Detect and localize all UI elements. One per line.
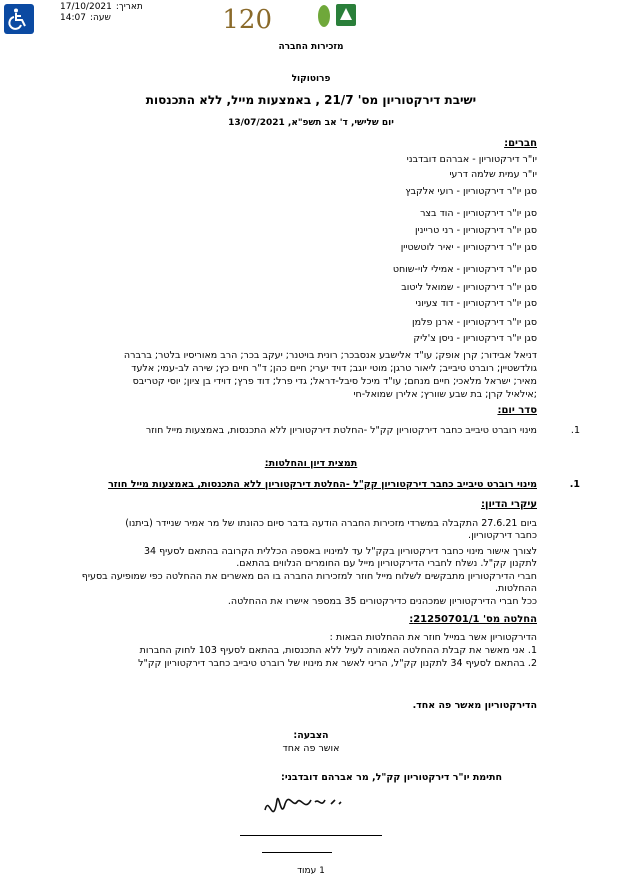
- body-line: לתקנון קק"ל. נשלח לחברי הדירקטוריון מייל עם החומרים הנלווים בהתאם.: [236, 558, 537, 569]
- signature-underline: [262, 852, 332, 853]
- signature-line: [240, 835, 382, 836]
- vote-value: אושר פה אחד: [282, 743, 340, 754]
- members-heading: חברים:: [504, 138, 537, 149]
- topic-number: 1.: [569, 479, 580, 490]
- body-line: ככל חברי הדירקטוריון שמכהנים כדירקטורים 35 במספר אישרו את ההחלטה.: [227, 596, 537, 607]
- member-item: סגן יו"ר דירקטוריון - אמילי לוי-שוחט: [392, 264, 537, 275]
- date-label: תאריך:: [115, 2, 143, 12]
- handwritten-signature-icon: [255, 790, 345, 832]
- approval-statement: הדירקטוריון מאשר פה אחד.: [412, 700, 537, 711]
- member-item: יו"ר עמית שלמה דרעי: [449, 169, 537, 180]
- topic-title: מינוי רוברט טיבייב כחבר דירקטוריון קק"ל -החלטת דירקטוריון ללא התכנסות, באמצעות מייל חוזר: [108, 479, 537, 490]
- page-number: 1 עמוד: [297, 866, 325, 876]
- decision-label: החלטה מס' 21250701/1:: [409, 614, 537, 625]
- member-item: סגן יו"ר דירקטוריון - יאיר לוטשטיין: [400, 242, 537, 253]
- member-item: סגן יו"ר דירקטוריון - רני טריינין: [414, 225, 537, 236]
- body-line: כחבר דירקטוריון.: [468, 530, 537, 541]
- svg-text:120: 120: [222, 5, 272, 35]
- body-line: לצורך אישור מינוי כחבר דירקטוריון בקק"ל עד למינויו באספה הכללית הקרובה בהתאם לסעיף 34: [143, 546, 537, 557]
- body-line: ההחלטות.: [494, 583, 537, 594]
- time-value: 14:07: [60, 13, 86, 23]
- wheelchair-icon: [7, 7, 31, 31]
- doc-kind: פרוטוקול: [291, 74, 331, 84]
- other-members-line: דניאל אבידור; קרן אופק; עו"ד אלישבע אנסבכר; רונית בויטנר; יעקב בכר; הרב מאוריסיו בלטר; ברברה: [123, 350, 537, 361]
- agenda-heading: סדר יום:: [497, 405, 537, 416]
- member-item: סגן יו"ר דירקטוריון - רועי אלקבץ: [405, 186, 537, 197]
- agenda-number: 1.: [570, 425, 580, 436]
- member-item: סגן יו"ר דירקטוריון - שמואל ליטוב: [401, 282, 537, 293]
- kkl-120-logo-icon: [222, 0, 360, 40]
- other-members-line: מאיר; ישראל מלאכי; חיים מנחם; עו"ד מיכל סיבל-דראל; גדי פרל; דוד פרץ; דוידי בן ציון; יוסי קטריבס: [132, 376, 537, 387]
- accessibility-icon[interactable]: [4, 4, 34, 34]
- points-heading: עיקרי הדיון:: [481, 499, 537, 510]
- decision-item: 2. בהתאם לסעיף 34 לתקנון קק"ל, הריני לאשר את מינויו של רוברט טיבייב כחבר דירקטוריון קק"ל: [138, 658, 537, 669]
- member-item: סגן יו"ר דירקטוריון - ניסן צ'ליק: [413, 333, 537, 344]
- other-members-line: גולדשטיין; רוברט טיבייב; ליאור טרגן; מוטי יוגב; דויד יערי; חיים כהן; ד"ר חיים כץ; שירה לב-עמי; אלעד: [131, 363, 537, 374]
- agenda-item: מינוי רוברט טיבייב כחבר דירקטוריון קק"ל -החלטת דירקטוריון ללא התכנסות, באמצעות מייל חוזר: [145, 425, 537, 436]
- date-value: 17/10/2021: [60, 2, 112, 12]
- decision-intro: הדירקטוריון אשר במייל חוזר את ההחלטות הבאות :: [329, 632, 537, 643]
- other-members-line: ;אילאיל קרן; בת שבע שוורץ; אלירן שמואל-חי: [353, 389, 537, 400]
- member-item: סגן יו"ר דירקטוריון - דוד צעיוני: [415, 298, 537, 309]
- body-line: ביום 27.6.21 התקבלה במשרדי מזכירות החברה הודעה בדבר סיום כהונתו של מר אמיר שניידר (ביתנו): [125, 518, 537, 529]
- time-label: שעה:: [89, 13, 111, 23]
- signature-image: [255, 790, 345, 832]
- member-item: סגן יו"ר דירקטוריון - הוד בצר: [420, 208, 537, 219]
- doc-title: ישיבת דירקטוריון מס' 21/7 , באמצעות מייל, ללא התכנסות: [145, 93, 477, 107]
- doc-date: יום שלישי, ד' אב תשפ"א, 13/07/2021: [228, 118, 394, 128]
- signature-label: חתימת יו"ר דירקטוריון קק"ל, מר אברהם דובדבני:: [281, 772, 502, 783]
- member-item: סגן יו"ר דירקטוריון - ארנן פלמן: [412, 317, 537, 328]
- body-line: חברי הדירקטוריון מתבקשים לשלוח מייל חוזר למזכירות החברה בו הם מאשרים את ההחלטה כפי שמופיעה בסעיף: [81, 571, 537, 582]
- decision-item: 1. אני מאשר את קבלת ההחלטה האמורה לעיל ללא התכנסות, בהתאם לסעיף 103 לחוק החברות: [139, 645, 537, 656]
- discussion-heading: תמצית דיון והחלטות:: [264, 458, 358, 469]
- member-item: יו"ר דירקטוריון - אברהם דובדבני: [406, 154, 537, 165]
- document-meta: [60, 2, 160, 24]
- org-logo: [222, 0, 360, 40]
- vote-label: הצבעה:: [293, 730, 329, 741]
- org-name: מזכירות החברה: [278, 42, 344, 52]
